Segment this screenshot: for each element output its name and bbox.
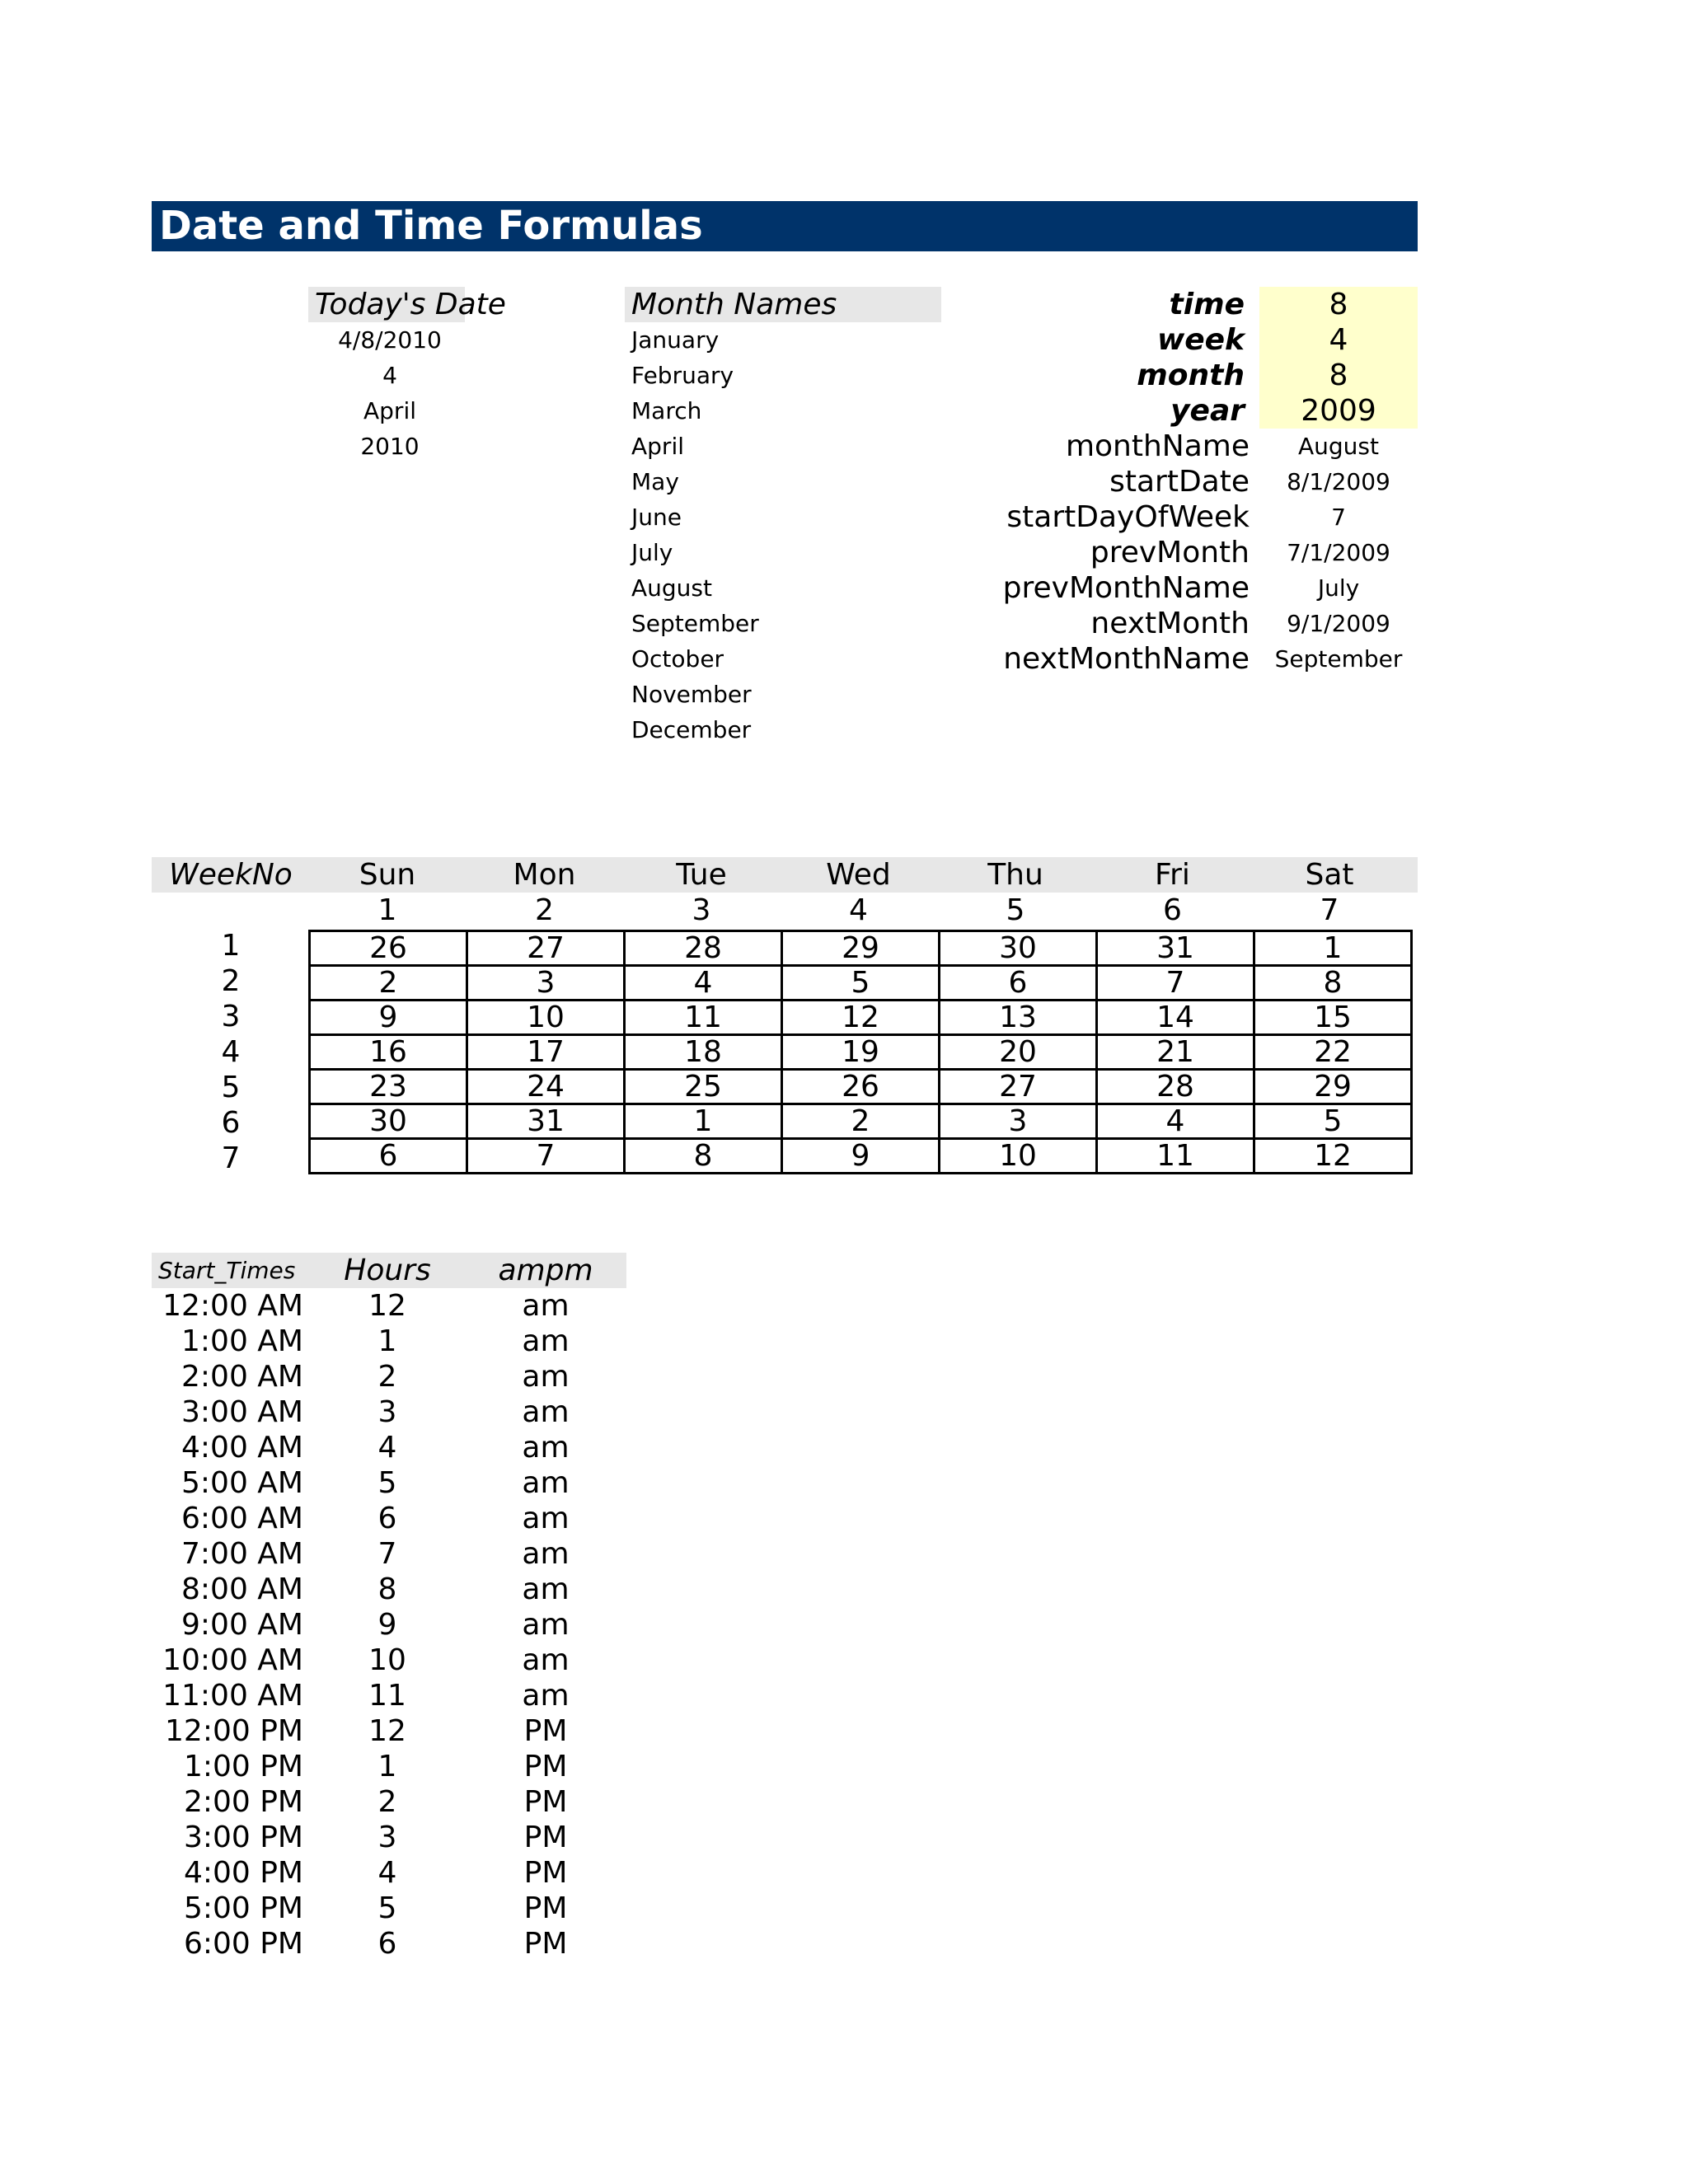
calendar-day-cell: 4 bbox=[625, 966, 782, 1001]
start-time-cell: 5:00 AM bbox=[181, 1466, 303, 1500]
month-name-item: June bbox=[631, 504, 682, 531]
start-time-cell: 12:00 PM bbox=[165, 1714, 303, 1748]
hours-cell: 12 bbox=[368, 1289, 406, 1323]
start-time-cell: 9:00 AM bbox=[181, 1608, 303, 1642]
hours-cell: 1 bbox=[377, 1324, 397, 1358]
calendar-day-cell: 30 bbox=[310, 1104, 467, 1139]
calendar-day-cell: 31 bbox=[467, 1104, 625, 1139]
month-name-item: April bbox=[631, 433, 684, 460]
param-value: 9/1/2009 bbox=[1287, 610, 1390, 637]
param-label: startDayOfWeek bbox=[1006, 500, 1250, 534]
day-number: 3 bbox=[692, 893, 711, 927]
calendar-day-cell: 21 bbox=[1097, 1035, 1254, 1070]
calendar-day-cell: 9 bbox=[782, 1139, 940, 1174]
ampm-cell: am bbox=[522, 1360, 570, 1394]
hours-cell: 10 bbox=[368, 1643, 406, 1677]
start-time-cell: 8:00 AM bbox=[181, 1572, 303, 1606]
hours-cell: 3 bbox=[377, 1821, 397, 1854]
ampm-cell: am bbox=[522, 1537, 570, 1571]
start-time-cell: 6:00 PM bbox=[183, 1927, 303, 1961]
hours-cell: 9 bbox=[377, 1608, 397, 1642]
ampm-cell: PM bbox=[523, 1750, 568, 1783]
calendar-day-cell: 27 bbox=[940, 1070, 1097, 1104]
start-time-cell: 1:00 AM bbox=[181, 1324, 303, 1358]
ampm-cell: am bbox=[522, 1289, 570, 1323]
weekno-header: WeekNo bbox=[169, 858, 293, 892]
month-name-item: October bbox=[631, 645, 724, 673]
today-year: 2010 bbox=[360, 433, 420, 460]
month-name-item: January bbox=[631, 326, 720, 354]
calendar-day-cell: 29 bbox=[782, 931, 940, 966]
calendar-day-cell: 18 bbox=[625, 1035, 782, 1070]
ampm-cell: am bbox=[522, 1608, 570, 1642]
calendar-day-cell: 13 bbox=[940, 1001, 1097, 1035]
day-header: Wed bbox=[826, 858, 891, 892]
day-header: Tue bbox=[676, 858, 727, 892]
param-label: month bbox=[1137, 359, 1245, 392]
start-time-cell: 12:00 AM bbox=[162, 1289, 303, 1323]
calendar-day-cell: 16 bbox=[310, 1035, 467, 1070]
hours-cell: 8 bbox=[377, 1572, 397, 1606]
calendar-day-cell: 26 bbox=[782, 1070, 940, 1104]
start-time-cell: 4:00 AM bbox=[181, 1431, 303, 1465]
calendar-day-cell: 1 bbox=[625, 1104, 782, 1139]
param-value: August bbox=[1298, 433, 1379, 460]
calendar-day-cell: 14 bbox=[1097, 1001, 1254, 1035]
ampm-cell: PM bbox=[523, 1891, 568, 1925]
today-month-name: April bbox=[363, 397, 416, 424]
ampm-cell: am bbox=[522, 1431, 570, 1465]
param-value: July bbox=[1317, 574, 1360, 602]
calendar-day-cell: 15 bbox=[1254, 1001, 1412, 1035]
start-time-cell: 3:00 PM bbox=[183, 1821, 303, 1854]
ampm-cell: am bbox=[522, 1395, 570, 1429]
calendar-day-cell: 24 bbox=[467, 1070, 625, 1104]
param-label: startDate bbox=[1109, 465, 1250, 499]
day-header: Mon bbox=[513, 858, 576, 892]
week-number: 6 bbox=[221, 1106, 241, 1140]
week-number: 5 bbox=[221, 1071, 241, 1104]
calendar-day-cell: 1 bbox=[1254, 931, 1412, 966]
calendar-day-cell: 12 bbox=[782, 1001, 940, 1035]
month-name-item: August bbox=[631, 574, 712, 602]
ampm-cell: PM bbox=[523, 1856, 568, 1890]
start-time-cell: 2:00 AM bbox=[181, 1360, 303, 1394]
ampm-cell: am bbox=[522, 1324, 570, 1358]
week-number: 2 bbox=[221, 964, 241, 998]
ampm-cell: PM bbox=[523, 1714, 568, 1748]
param-label: nextMonth bbox=[1090, 607, 1250, 640]
calendar-day-cell: 6 bbox=[310, 1139, 467, 1174]
calendar-day-cell: 11 bbox=[625, 1001, 782, 1035]
param-value: September bbox=[1274, 645, 1403, 673]
calendar-day-cell: 20 bbox=[940, 1035, 1097, 1070]
calendar-week-row bbox=[310, 1139, 1412, 1174]
calendar-day-cell: 10 bbox=[940, 1139, 1097, 1174]
hours-cell: 7 bbox=[377, 1537, 397, 1571]
week-number: 3 bbox=[221, 1000, 241, 1033]
calendar-grid bbox=[308, 930, 1413, 1174]
hours-cell: 2 bbox=[377, 1785, 397, 1819]
param-label: prevMonthName bbox=[1002, 571, 1250, 605]
param-value: 7/1/2009 bbox=[1287, 539, 1390, 566]
calendar-day-cell: 17 bbox=[467, 1035, 625, 1070]
start-time-cell: 6:00 AM bbox=[181, 1502, 303, 1535]
calendar-day-cell: 22 bbox=[1254, 1035, 1412, 1070]
calendar-day-cell: 29 bbox=[1254, 1070, 1412, 1104]
todays-date-header: Today's Date bbox=[308, 287, 465, 322]
param-label: year bbox=[1170, 394, 1245, 428]
month-names-header: Month Names bbox=[625, 287, 941, 322]
week-number: 4 bbox=[221, 1035, 241, 1069]
param-value: 2009 bbox=[1301, 394, 1376, 428]
param-value: 8 bbox=[1329, 359, 1348, 392]
hours-cell: 4 bbox=[377, 1431, 397, 1465]
calendar-day-cell: 7 bbox=[467, 1139, 625, 1174]
calendar-day-cell: 5 bbox=[1254, 1104, 1412, 1139]
hours-cell: 1 bbox=[377, 1750, 397, 1783]
calendar-day-cell: 9 bbox=[310, 1001, 467, 1035]
calendar-day-cell: 27 bbox=[467, 931, 625, 966]
calendar-day-cell: 8 bbox=[1254, 966, 1412, 1001]
week-number: 1 bbox=[221, 929, 241, 963]
ampm-cell: PM bbox=[523, 1785, 568, 1819]
param-value: 8 bbox=[1329, 288, 1348, 321]
hours-cell: 3 bbox=[377, 1395, 397, 1429]
calendar-day-cell: 7 bbox=[1097, 966, 1254, 1001]
ampm-cell: am bbox=[522, 1466, 570, 1500]
ampm-cell: am bbox=[522, 1679, 570, 1713]
month-name-item: September bbox=[631, 610, 759, 637]
start-time-cell: 2:00 PM bbox=[183, 1785, 303, 1819]
month-name-item: March bbox=[631, 397, 702, 424]
hours-cell: 4 bbox=[377, 1856, 397, 1890]
start-time-cell: 3:00 AM bbox=[181, 1395, 303, 1429]
hours-cell: 12 bbox=[368, 1714, 406, 1748]
calendar-day-cell: 4 bbox=[1097, 1104, 1254, 1139]
ampm-cell: am bbox=[522, 1643, 570, 1677]
month-name-item: February bbox=[631, 362, 734, 389]
calendar-day-cell: 23 bbox=[310, 1070, 467, 1104]
sheet-title: Date and Time Formulas bbox=[152, 201, 1418, 251]
today-month-number: 4 bbox=[382, 362, 397, 389]
hours-header: Hours bbox=[344, 1254, 431, 1287]
calendar-day-cell: 12 bbox=[1254, 1139, 1412, 1174]
param-label: week bbox=[1156, 323, 1245, 357]
hours-cell: 6 bbox=[377, 1927, 397, 1961]
today-date-value: 4/8/2010 bbox=[338, 326, 442, 354]
month-name-item: December bbox=[631, 716, 752, 743]
calendar-day-cell: 2 bbox=[782, 1104, 940, 1139]
hours-cell: 5 bbox=[377, 1891, 397, 1925]
calendar-week-row bbox=[310, 1104, 1412, 1139]
calendar-day-cell: 11 bbox=[1097, 1139, 1254, 1174]
start-time-cell: 5:00 PM bbox=[183, 1891, 303, 1925]
calendar-day-cell: 28 bbox=[1097, 1070, 1254, 1104]
start-times-header: Start_Times bbox=[158, 1257, 296, 1284]
day-number: 5 bbox=[1006, 893, 1025, 927]
day-number: 7 bbox=[1320, 893, 1339, 927]
ampm-cell: am bbox=[522, 1572, 570, 1606]
ampm-cell: PM bbox=[523, 1821, 568, 1854]
day-header: Thu bbox=[987, 858, 1043, 892]
calendar-day-cell: 3 bbox=[940, 1104, 1097, 1139]
calendar-day-cell: 25 bbox=[625, 1070, 782, 1104]
param-value: 8/1/2009 bbox=[1287, 468, 1390, 495]
calendar-week-row bbox=[310, 1001, 1412, 1035]
param-label: nextMonthName bbox=[1003, 642, 1250, 676]
param-label: time bbox=[1169, 288, 1245, 321]
hours-cell: 11 bbox=[368, 1679, 406, 1713]
ampm-header: ampm bbox=[498, 1254, 593, 1287]
day-header: Sat bbox=[1305, 858, 1354, 892]
calendar-day-cell: 5 bbox=[782, 966, 940, 1001]
hours-cell: 2 bbox=[377, 1360, 397, 1394]
start-time-cell: 10:00 AM bbox=[162, 1643, 303, 1677]
hours-cell: 6 bbox=[377, 1502, 397, 1535]
calendar-day-cell: 26 bbox=[310, 931, 467, 966]
calendar-week-row bbox=[310, 931, 1412, 966]
calendar-day-cell: 3 bbox=[467, 966, 625, 1001]
ampm-cell: am bbox=[522, 1502, 570, 1535]
calendar-day-cell: 19 bbox=[782, 1035, 940, 1070]
calendar-day-cell: 10 bbox=[467, 1001, 625, 1035]
calendar-day-cell: 6 bbox=[940, 966, 1097, 1001]
month-name-item: May bbox=[631, 468, 679, 495]
param-label: monthName bbox=[1065, 429, 1250, 463]
calendar-day-cell: 2 bbox=[310, 966, 467, 1001]
param-value: 7 bbox=[1331, 504, 1346, 531]
hours-cell: 5 bbox=[377, 1466, 397, 1500]
calendar-week-row bbox=[310, 1035, 1412, 1070]
calendar-week-row bbox=[310, 966, 1412, 1001]
day-number: 2 bbox=[535, 893, 554, 927]
start-time-cell: 11:00 AM bbox=[162, 1679, 303, 1713]
day-number: 4 bbox=[849, 893, 868, 927]
calendar-day-cell: 8 bbox=[625, 1139, 782, 1174]
start-time-cell: 1:00 PM bbox=[183, 1750, 303, 1783]
calendar-week-row bbox=[310, 1070, 1412, 1104]
ampm-cell: PM bbox=[523, 1927, 568, 1961]
week-number: 7 bbox=[221, 1141, 241, 1175]
month-name-item: July bbox=[631, 539, 673, 566]
day-header: Fri bbox=[1155, 858, 1190, 892]
day-number: 1 bbox=[377, 893, 397, 927]
param-label: prevMonth bbox=[1090, 536, 1250, 569]
month-name-item: November bbox=[631, 681, 752, 708]
start-time-cell: 4:00 PM bbox=[183, 1856, 303, 1890]
param-value: 4 bbox=[1329, 323, 1348, 357]
calendar-day-cell: 31 bbox=[1097, 931, 1254, 966]
start-time-cell: 7:00 AM bbox=[181, 1537, 303, 1571]
day-number: 6 bbox=[1163, 893, 1182, 927]
day-header: Sun bbox=[359, 858, 416, 892]
calendar-day-cell: 28 bbox=[625, 931, 782, 966]
calendar-day-cell: 30 bbox=[940, 931, 1097, 966]
